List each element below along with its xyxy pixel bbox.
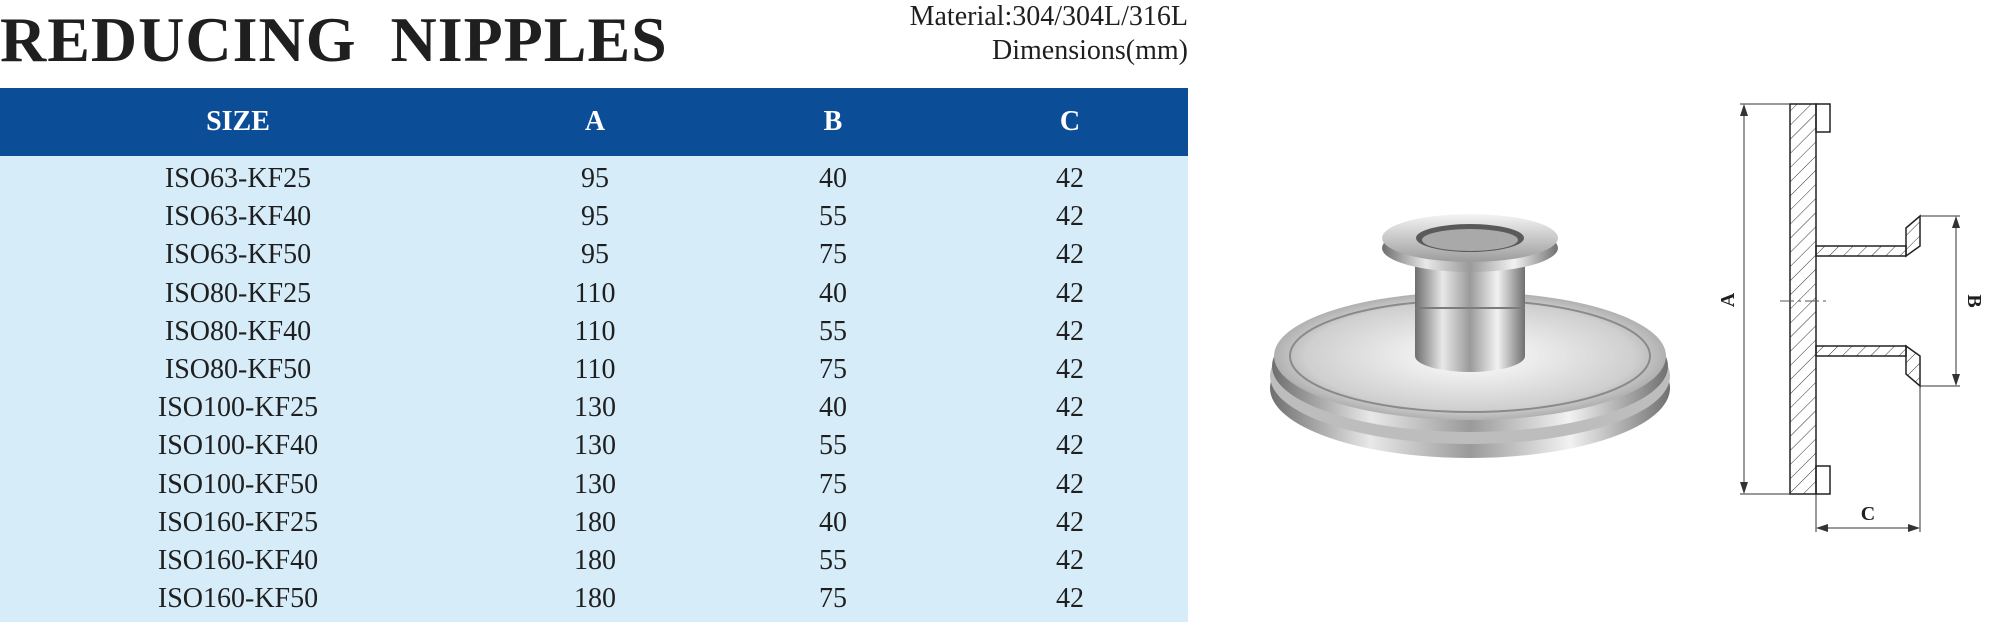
cell-c: 42 [1056, 430, 1084, 462]
spec-info [910, 0, 1188, 68]
cell-a: 180 [574, 506, 616, 538]
material-text: Material:304/304L/316L [909, 1, 1188, 32]
cell-b: 40 [819, 163, 847, 195]
cell-size: ISO160-KF40 [157, 544, 319, 576]
table-row [0, 156, 1188, 198]
cell-c: 42 [1056, 583, 1084, 615]
cell-c: 42 [1056, 468, 1084, 500]
cell-c: 42 [1056, 277, 1084, 309]
table-row [0, 313, 1188, 351]
cell-c: 42 [1056, 239, 1084, 271]
dimensions-unit-text: Dimensions(mm) [992, 35, 1188, 66]
cell-a: 130 [574, 392, 616, 424]
table-row [0, 504, 1188, 542]
cell-size: ISO63-KF40 [164, 201, 312, 233]
cell-b: 75 [819, 239, 847, 271]
cell-size: ISO160-KF25 [157, 506, 319, 538]
cell-b: 55 [819, 544, 847, 576]
dimensions-table [0, 88, 1188, 622]
cell-c: 42 [1056, 392, 1084, 424]
cell-a: 130 [574, 430, 616, 462]
cell-a: 95 [581, 201, 609, 233]
cell-a: 130 [574, 468, 616, 500]
table-body [0, 156, 1188, 622]
table-row [0, 427, 1188, 465]
cell-b: 40 [819, 392, 847, 424]
header-a: A [476, 88, 714, 156]
table-row [0, 275, 1188, 313]
table-row [0, 580, 1188, 622]
cell-b: 55 [819, 201, 847, 233]
cell-size: ISO160-KF50 [157, 583, 319, 615]
cell-size: ISO80-KF40 [164, 315, 312, 347]
cell-a: 95 [581, 163, 609, 195]
dimension-a-label: A [1717, 292, 1739, 308]
cell-b: 40 [819, 506, 847, 538]
cell-a: 95 [581, 239, 609, 271]
dimension-b-label: B [1963, 294, 1985, 308]
cell-b: 55 [819, 430, 847, 462]
table-row [0, 236, 1188, 274]
cell-a: 110 [574, 354, 616, 386]
cell-c: 42 [1056, 354, 1084, 386]
cell-a: 110 [574, 315, 616, 347]
cell-a: 110 [574, 277, 616, 309]
table-header-row [0, 88, 1188, 156]
dimension-c-label: C [1860, 503, 1876, 525]
cell-size: ISO80-KF50 [164, 354, 312, 386]
table-row [0, 542, 1188, 580]
cell-size: ISO63-KF50 [164, 239, 312, 271]
table-row [0, 466, 1188, 504]
cell-b: 75 [819, 354, 847, 386]
cell-b: 55 [819, 315, 847, 347]
header-c: C [952, 88, 1188, 156]
cell-size: ISO100-KF25 [157, 392, 319, 424]
header-size: SIZE [0, 88, 476, 156]
cell-c: 42 [1056, 506, 1084, 538]
cell-b: 40 [819, 277, 847, 309]
cell-a: 180 [574, 544, 616, 576]
cell-c: 42 [1056, 544, 1084, 576]
product-photo [1260, 216, 1680, 476]
cell-b: 75 [819, 583, 847, 615]
cell-c: 42 [1056, 163, 1084, 195]
table-row [0, 351, 1188, 389]
table-row [0, 198, 1188, 236]
cell-b: 75 [819, 468, 847, 500]
table-row [0, 389, 1188, 427]
cross-section-drawing [1717, 96, 1985, 546]
header-b: B [714, 88, 952, 156]
cell-c: 42 [1056, 315, 1084, 347]
cell-size: ISO63-KF25 [164, 163, 312, 195]
cell-size: ISO100-KF50 [157, 468, 319, 500]
cell-a: 180 [574, 583, 616, 615]
cell-c: 42 [1056, 201, 1084, 233]
cell-size: ISO100-KF40 [157, 430, 319, 462]
page-title: REDUCING NIPPLES [0, 4, 668, 75]
cell-size: ISO80-KF25 [164, 277, 312, 309]
